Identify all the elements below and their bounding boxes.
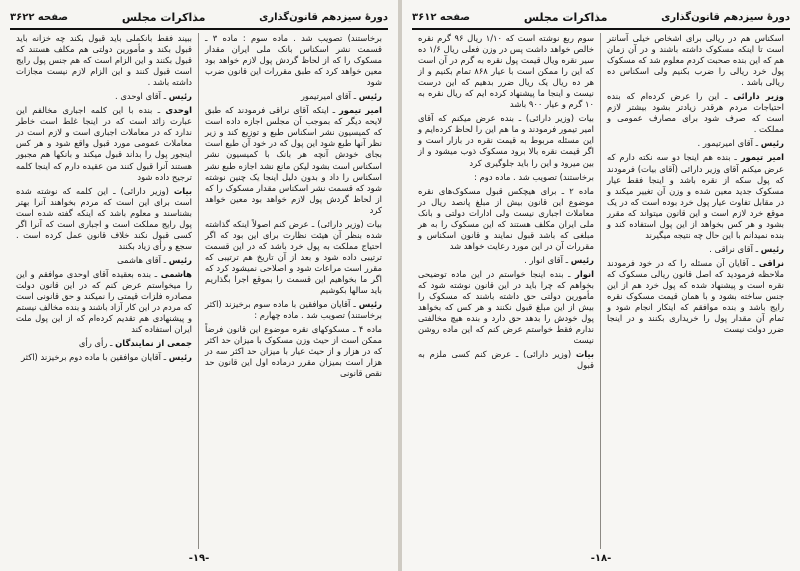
paragraph-text: ـ آقای انوار . xyxy=(524,254,569,265)
paragraph xyxy=(607,33,784,88)
speaker-name: امیر تیمور xyxy=(338,105,382,116)
speaker-name: رئیس xyxy=(760,243,784,254)
speaker-name: بیات xyxy=(575,349,594,360)
paragraph-text: ـ آقای امیرتیمور . xyxy=(697,138,759,149)
paragraph xyxy=(205,91,382,102)
right-page-column xyxy=(412,33,601,549)
paragraph xyxy=(205,219,382,296)
speaker-name: رئیس xyxy=(570,254,594,265)
left-header-page-label: صفحه ۳۶۲۲ xyxy=(10,11,69,23)
paragraph xyxy=(16,255,192,266)
paragraph-text: بیات (وزیر دارائی) ـ بنده عرض میکنم که آقای امیر تیمور فرمودند و ما هم این را لحاظ کرده‌ایم و این مسئله مربوط به قیمت نقره در بازار است و اگر قیمت نقره بالا برود مسکوک ذوب میشود و از بین میرود و این را باید جلوگیری کرد xyxy=(418,113,594,168)
left-page-number: -۱۹- xyxy=(188,553,210,564)
paragraph-text: ـ آقای نراقی . xyxy=(709,243,759,254)
paragraph xyxy=(16,338,192,349)
paragraph-text: اسکناس هم در ریالی برای اشخاص خیلی آسانتر است تا اینکه مسکوک داشته باشند و در آن زمان هم که این بنده صحبت کردم معلوم شد که مسکوک پول خرد ریالی را ضرب بکنیم ولی اسکناس ده ریالی باشد . xyxy=(607,33,784,88)
speaker-name: رئیس xyxy=(358,91,382,102)
paragraph-text: ـ آقایان موافقین با ماده دوم برخیزند (اکثر xyxy=(21,352,167,363)
paragraph xyxy=(205,105,382,215)
right-header-title: مذاکرات مجلس xyxy=(523,10,608,24)
paragraph xyxy=(607,152,784,240)
paragraph-text: ـ آقای هاشمی xyxy=(117,254,167,265)
right-header-page-label: صفحه ۳۶۱۲ xyxy=(412,11,471,23)
paragraph-text: ـ آقایان آن مسئله را که در خود فرمودند ملاحظه فرمودید که اصل قانون ریالی مسکوک که نقره است و پیشنهاد شده که پول خرد هم از این جنس ساخته بشود و با همان قیمت مسکوک نقره رایج باشد و بنده موافقم که اینکار انجام شود و تمام آن مقدار پول را خریداری بکنند و در اینجا ضرر دولت نیست xyxy=(607,257,784,335)
left-page-header xyxy=(10,6,388,30)
paragraph xyxy=(205,324,382,379)
right-page-column xyxy=(601,33,790,549)
paragraph xyxy=(418,269,594,346)
left-header-title: مذاکرات مجلس xyxy=(121,10,206,24)
speaker-name: رئیس xyxy=(168,254,192,265)
paragraph xyxy=(607,258,784,335)
right-header-volume: دورهٔ سیزدهم قانون‌گذاری xyxy=(661,11,790,23)
paragraph xyxy=(418,349,594,371)
speaker-name: رئیس xyxy=(358,299,382,310)
paragraph xyxy=(16,352,192,363)
speaker-name: رئیس xyxy=(168,352,192,363)
paragraph xyxy=(607,138,784,149)
paragraph xyxy=(16,33,192,88)
speaker-name: رئیس xyxy=(168,91,192,102)
right-page-columns xyxy=(412,33,790,549)
paragraph xyxy=(16,105,192,182)
paragraph xyxy=(16,186,192,252)
paragraph-text: برخاستند) تصویب شد . ماده سوم : ماده ۳ ـ قسمت نشر اسکناس بانک ملی ایران مقدار مسکوک را که از لحاظ گردش پول لازم خواهد بود معین خواهد کرد که طبق مقررات این قانون ضرب شود xyxy=(205,33,382,88)
paragraph xyxy=(418,186,594,252)
paragraph-text: ـ اینکه آقای نراقی فرمودند که طبق لایحه دیگر که بموجب آن مجلس اجازه داده است که کمیسیون نشر اسکناس طبع و توزیع کند و زیر نظر آنها طبع شود این پول که در خود آن طبع است بجای خودش آنچه هر بانک با کمیسیون نشر اسکناس است بشود لیکن مانع نشد اجازه طبع نشر اسکناس را داد و بدون دلیل اینجا یک چنین نوشته شود که قسمت نشر اسکناس مقدار مسکوک را که از لحاظ گردش پول لازم خواهد بود معین خواهد کرد xyxy=(205,105,382,215)
paragraph xyxy=(205,299,382,321)
paragraph-text: (وزیر دارائی) ـ عرض کنم کسی ملزم به قبول xyxy=(418,349,594,371)
right-page xyxy=(402,0,800,571)
speaker-name: اوحدی xyxy=(165,105,192,116)
left-page xyxy=(0,0,398,571)
paragraph xyxy=(16,269,192,335)
speaker-name: رئیس xyxy=(760,138,784,149)
paragraph xyxy=(418,113,594,168)
paragraph-text: ـ بنده هم اینجا دو سه نکته دارم که عرض میکنم آقای وزیر دارائی (آقای بیات) فرمودند که پول سکه از نقره باشد و اینجا فقط عیار مسکوک جدید معین شده و وزن آن تغییر میکند و در مقابل تفاوت عیار پول خرد بوده است که در یک موقع خرد لازم است و این قانون میتواند که مقرر بشود و هر کس بخواهد از این پول استفاده کند و بنده نمیدانم با این حال چه نتیجه میگیرند xyxy=(607,152,784,240)
paragraph-text: ماده ۴ ـ مسکوکهای نقره موضوع این قانون فرضاً ممکن است از حیث وزن مسکوک با میزان حد اکثر که در هزار و از حیث عیار با میزان حد اکثر سه در هزار است بمیزان مقرر درماده اول این قانون حد نقص قانونی xyxy=(205,324,382,379)
paragraph-text: ـ رأی رأی xyxy=(78,338,113,349)
speaker-name: وزیر دارائی xyxy=(733,91,784,102)
right-page-header xyxy=(412,6,790,30)
speaker-name: نراقی xyxy=(758,257,785,268)
paragraph-text: ـ آقای اوحدی . xyxy=(115,91,167,102)
paragraph xyxy=(16,91,192,102)
paragraph-text: برخاستند) تصویب شد . ماده دوم : xyxy=(474,171,594,182)
paragraph xyxy=(607,244,784,255)
paragraph-text: ـ بنده اینجا خواستم در این ماده توضیحی بخواهم که چرا باید در این قانون نوشته شود که مأمورین دولتی حق داشته باشند که مسکوک را بیش از این مبلغ قبول نکنند و هر کس که بخواهد پول خودش را بدهد حق دارد و بنده هیچ مخالفتی ندارم فقط خواستم عرض کنم که این ماده روشن نیست xyxy=(418,268,594,346)
paragraph xyxy=(205,33,382,88)
paragraph xyxy=(607,91,784,135)
paragraph-text: ـ بنده بعقیده آقای اوحدی موافقم و این را میخواستم عرض کنم که در این قانون دولت مصادره فلزات قیمتی را نمیکند و حق قانونی است که مردم در این کار آزاد باشند و بنده مخالف نیستم و پیشنهادی هم تقدیم کرده‌ام که از این پول ملت ایران استفاده کند xyxy=(16,268,192,335)
right-page-number: -۱۸- xyxy=(590,553,612,564)
paragraph-text: ماده ۲ ـ برای هیچکس قبول مسکوک‌های نقره موضوع این قانون بیش از مبلغ پانصد ریال در معاملات اجباری نیست ولی ادارات دولتی و بانک ملی ایران مکلف هستند که این مسکوک را به هر مبلغی که باشد قبول نمایند و قانون اسکناس و مقررات آن در این مورد رعایت خواهد شد xyxy=(418,185,594,251)
speaker-name: بیات xyxy=(173,185,193,196)
paragraph-text: ـ آقای امیرتیمور xyxy=(300,91,357,102)
speaker-name: امیر تیمور xyxy=(740,152,785,163)
left-page-columns xyxy=(10,33,388,549)
paragraph-text: ـ این را عرض کرده‌ام که بنده احتیاجات مردم هرقدر زیادتر بشود بیشتر لازم است که صرف شود برای مصارف عمومی و مملکت . xyxy=(607,91,784,135)
paragraph-text: سوم ربع نوشته است که ۱/۱۰ ریال ۹۶ گرم نقره خالص خواهد داشت پس در وزن فعلی ریال ۱/۶ ده سیر نقره ویال قیمت پول نقره به گرم در آن است که این را ممکن است با عیار ۸۶۸ تمام بکنیم و از هر ده ریال یک ریال ضرر بدهیم که این درست نیست و اینجا ما پیشنهاد کرده ایم که ریال نقره به ۱۰ گرم و عیار ۹۰۰ باشد xyxy=(418,33,595,110)
paragraph xyxy=(418,33,594,110)
left-page-column xyxy=(10,33,199,549)
paragraph-text: ـ بنده با این کلمه اجباری مخالفم این عبارت زائد است که در اینجا غلط است خاطر ندارد که در معاملات اجباری است و لازم است در معاملات عمومی مورد قبول واقع شود و هر کس اینجور پول را بداند قبول میکند و بانکها هم مجبور هستند آنرا قبول کنند من عقیده دارم که اینجا کلمه ترجیح داده شود xyxy=(16,105,192,182)
speaker-name: انوار xyxy=(575,268,594,279)
paragraph xyxy=(418,255,594,266)
paragraph-text: بیات (وزیر دارائی) ـ عرض کنم اصولاً اینکه گذاشته شده بنظر آن هیئت نظارت برای این بود که اگر احتیاج مملکت به پول خرد باشد که در این قسمت ترتیبی داده شود و بعد از آن تاریخ هم ترتیبی که مقرر است مراعات شود و اصلاحی نمیشود کرد که اگر ما بخواهیم این قسمت را بموقع اجرا بگذاریم باید سالها بکوشیم xyxy=(205,218,382,296)
left-header-volume: دورهٔ سیزدهم قانون‌گذاری xyxy=(259,11,388,23)
speaker-name: جمعی از نمایندگان xyxy=(115,338,192,349)
speaker-name: هاشمی xyxy=(160,268,192,279)
paragraph-text: (وزیر دارائی) ـ این کلمه که نوشته شده است برای این است که مردم بخواهند آنرا بهتر بشناسند و معلوم باشد که اینکه گفته شده است پول رایج مملکت است و اجباری است که آنرا اگر کسی قبول نکند خلاف قانون عمل کرده است . سجع و رأی زیاد بکنند xyxy=(16,185,192,251)
paragraph-text: ببیند فقط بانکملی باید قبول بکند چه خزانه باید قبول بکند و مأمورین دولتی هم مکلف هستند که قبول بکنند و این الزام است که هم جنس پول رایج است قبول کنند و این الزام لازم نیست مجازات داشته باشد . xyxy=(16,33,192,88)
paragraph xyxy=(418,172,594,183)
paragraph-text: ـ آقایان موافقین با ماده سوم برخیزند (اکثر برخاستند) تصویب شد . ماده چهارم : xyxy=(205,299,382,321)
left-page-column xyxy=(199,33,388,549)
